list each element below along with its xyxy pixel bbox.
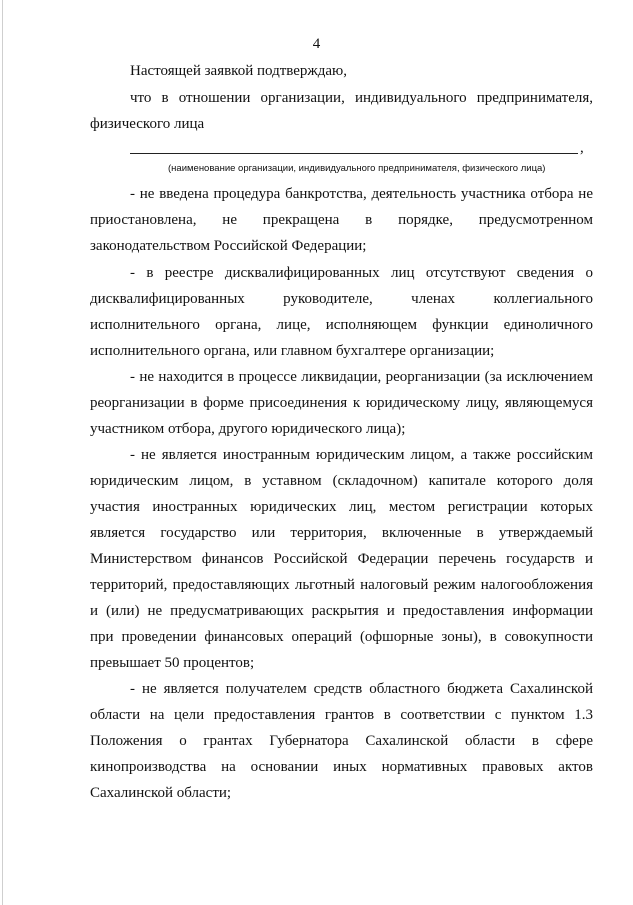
left-margin-rule (2, 0, 3, 905)
paragraph-1-line-2: приостановлена, не прекращена в порядке, предусмотренном (90, 212, 593, 228)
paragraph-5-line-2: области на цели предоставления грантов в соответствии с пунктом 1.3 (90, 707, 593, 723)
intro-line-2: что в отношении организации, индивидуального предпринимателя, (130, 90, 593, 106)
paragraph-3-line-2: реорганизации в форме присоединения к юридическому лицу, являющемуся (90, 395, 593, 411)
paragraph-5-line-1: - не является получателем средств областного бюджета Сахалинской (130, 681, 593, 697)
paragraph-3-line-3: участником отбора, другого юридического лица); (90, 421, 406, 437)
paragraph-4-line-5: Министерством финансов Российской Федерации перечень государств и (90, 551, 593, 567)
paragraph-2-line-3: исполнительного органа, лице, исполняющем функции единоличного (90, 317, 593, 333)
paragraph-5-line-3: Положения о грантах Губернатора Сахалинской области в сфере (90, 733, 593, 749)
paragraph-4-line-7: и (или) не предусматривающих раскрытия и предоставления информации (90, 603, 593, 619)
paragraph-5-line-4: кинопроизводства на основании иных нормативных правовых актов (90, 759, 593, 775)
field-caption: (наименование организации, индивидуального предпринимателя, физического лица) (168, 163, 546, 174)
paragraph-4-line-3: участия иностранных юридических лиц, местом регистрации которых (90, 499, 593, 515)
paragraph-1-line-3: законодательством Российской Федерации; (90, 238, 367, 254)
paragraph-4-line-8: при проведении финансовых операций (офшорные зоны), в совокупности (90, 629, 593, 645)
paragraph-4-line-9: превышает 50 процентов; (90, 655, 255, 671)
organization-name-field-line (130, 153, 578, 154)
paragraph-4-line-6: территорий, предоставляющих льготный налоговый режим налогообложения (90, 577, 593, 593)
paragraph-4-line-2: юридическим лицом, в уставном (складочном) капитале которого доля (90, 473, 593, 489)
paragraph-2-line-1: - в реестре дисквалифицированных лиц отсутствуют сведения о (130, 265, 593, 281)
paragraph-2-line-2: дисквалифицированных руководителе, членах коллегиального (90, 291, 593, 307)
paragraph-3-line-1: - не находится в процессе ликвидации, реорганизации (за исключением (130, 369, 593, 385)
paragraph-4-line-4: является государство или территория, включенные в утверждаемый (90, 525, 593, 541)
paragraph-1-line-1: - не введена процедура банкротства, деятельность участника отбора не (130, 186, 593, 202)
paragraph-4-line-1: - не является иностранным юридическим лицом, а также российским (130, 447, 593, 463)
page-number: 4 (312, 36, 321, 52)
field-trailing-comma: , (580, 140, 584, 156)
paragraph-5-line-5: Сахалинской области; (90, 785, 232, 801)
paragraph-2-line-4: исполнительного органа, или главном бухгалтере организации; (90, 343, 495, 359)
intro-line-1: Настоящей заявкой подтверждаю, (130, 63, 348, 79)
intro-line-3: физического лица (90, 116, 205, 132)
